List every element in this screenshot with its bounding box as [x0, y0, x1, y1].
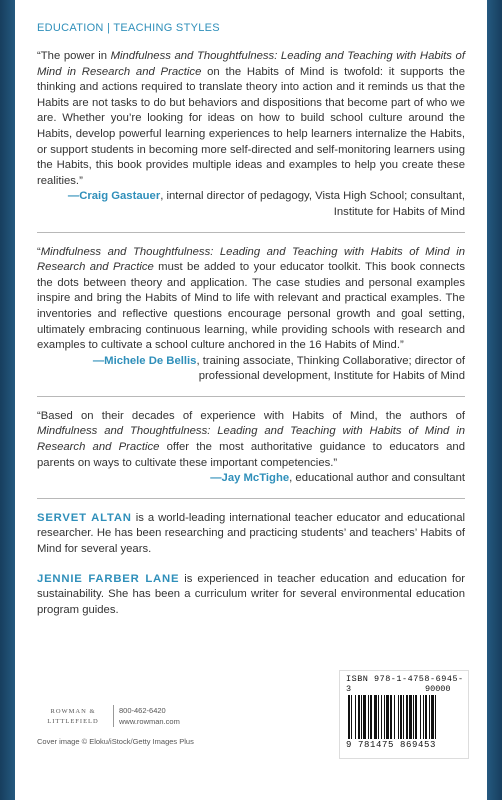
- endorsements: [37, 49, 465, 487]
- isbn-number: ISBN 978-1-4758-6945-3: [346, 674, 464, 694]
- footer: [37, 674, 467, 777]
- book-title: Mindfulness and Thoughtfulness: Leading and Teaching with Habits of Mind in Research and Practice: [37, 50, 465, 78]
- author-bios: [37, 511, 465, 619]
- quote-text: offer the most authoritative guidance to educators and parents on ways to cultivate these important competencies.”: [37, 441, 465, 469]
- quote-text: “: [37, 245, 41, 258]
- endorser-role: , educational author and consultant: [289, 472, 465, 485]
- endorser-role: , internal director of pedagogy, Vista High School; consultant, Institute for Habits of Mind: [160, 190, 465, 218]
- ean-digits: 9 781475 869453: [346, 740, 437, 750]
- endorsement-quote: [37, 49, 465, 189]
- author-name: JENNIE FARBER LANE: [37, 572, 180, 585]
- publisher-line2: LITTLEFIELD: [47, 718, 99, 725]
- barcode-bars-icon: [348, 695, 460, 739]
- quote-text: “The power in: [37, 50, 111, 62]
- divider: [37, 232, 465, 233]
- publisher-website: www.rowman.com: [119, 717, 180, 726]
- price-code: 90000: [425, 684, 451, 694]
- quote-text: on the Habits of Mind is twofold: it supports the thinking and actions required to translate theory into action and it reminds us that the Habits are not tasks to do but behaviors and dispositions that become part of who we are. Whether you’re looking for ideas on how to build school culture around the Habits, develop powerful learning experiences to help learners internalize the Habits, or support students in becoming more self-directed and self-monitoring learners using the Habits, this book provides multiple ideas and examples to help you create these realities.”: [37, 65, 465, 187]
- category-label: EDUCATION | TEACHING STYLES: [37, 22, 220, 34]
- back-cover-content: [37, 22, 465, 632]
- author-bio-text: is a world-leading international teacher educator and educational researcher. He has been researching and practicing students’ and teachers’ Habits of Mind for several years.: [37, 511, 465, 556]
- publisher-logo: [37, 707, 109, 727]
- endorsement-attribution: [37, 189, 465, 220]
- quote-text: must be added to your educator toolkit. This book connects the dots between theory and application. The case studies and personal examples inspire and bring the Habits of Mind to life with relevant and practical examples. The inventories and reflective questions encourage personal growth and goal setting, ultimately embracing continuous learning, while providing schools with research and examples to cultivate a school culture anchored in the 16 Habits of Mind.”: [37, 261, 465, 352]
- isbn-barcode: [339, 670, 469, 759]
- cover-edge-right: [487, 0, 502, 800]
- endorsement-quote: [37, 245, 465, 354]
- author-bio: [37, 511, 465, 558]
- divider: [37, 396, 465, 397]
- author-bio-text: is experienced in teacher education and education for sustainability. She has been a curriculum writer for several environmental education program guides.: [37, 572, 466, 616]
- endorser-role: , training associate, Thinking Collaborative; director of professional development, Institute for Habits of Mind: [196, 354, 465, 383]
- quote-text: “Based on their decades of experience with Habits of Mind, the authors of: [37, 409, 465, 422]
- endorser-name: —Craig Gastauer: [67, 190, 161, 203]
- author-name: SERVET ALTAN: [37, 511, 132, 524]
- cover-edge-left: [0, 0, 15, 800]
- publisher-line1: ROWMAN &: [50, 708, 96, 715]
- book-title: Mindfulness and Thoughtfulness: Leading and Teaching with Habits of Mind in Research and Practice: [37, 245, 465, 274]
- divider: [37, 498, 465, 499]
- publisher-phone: 800-462-6420: [119, 706, 166, 715]
- publisher-contact: [119, 705, 180, 727]
- endorsement: [37, 245, 465, 385]
- endorsement-quote: [37, 409, 465, 471]
- endorser-name: —Jay McTighe: [210, 472, 290, 485]
- endorser-name: —Michele De Bellis: [92, 354, 197, 367]
- cover-image-credit: Cover image © Eloku/iStock/Getty Images Plus: [37, 737, 194, 746]
- book-title: Mindfulness and Thoughtfulness: Leading and Teaching with Habits of Mind in Research and Practice: [37, 425, 465, 454]
- endorsement: [37, 49, 465, 221]
- author-bio: [37, 572, 465, 619]
- endorsement-attribution: [37, 471, 465, 487]
- endorsement: [37, 409, 465, 487]
- publisher-divider: [113, 705, 114, 727]
- endorsement-attribution: [37, 354, 465, 385]
